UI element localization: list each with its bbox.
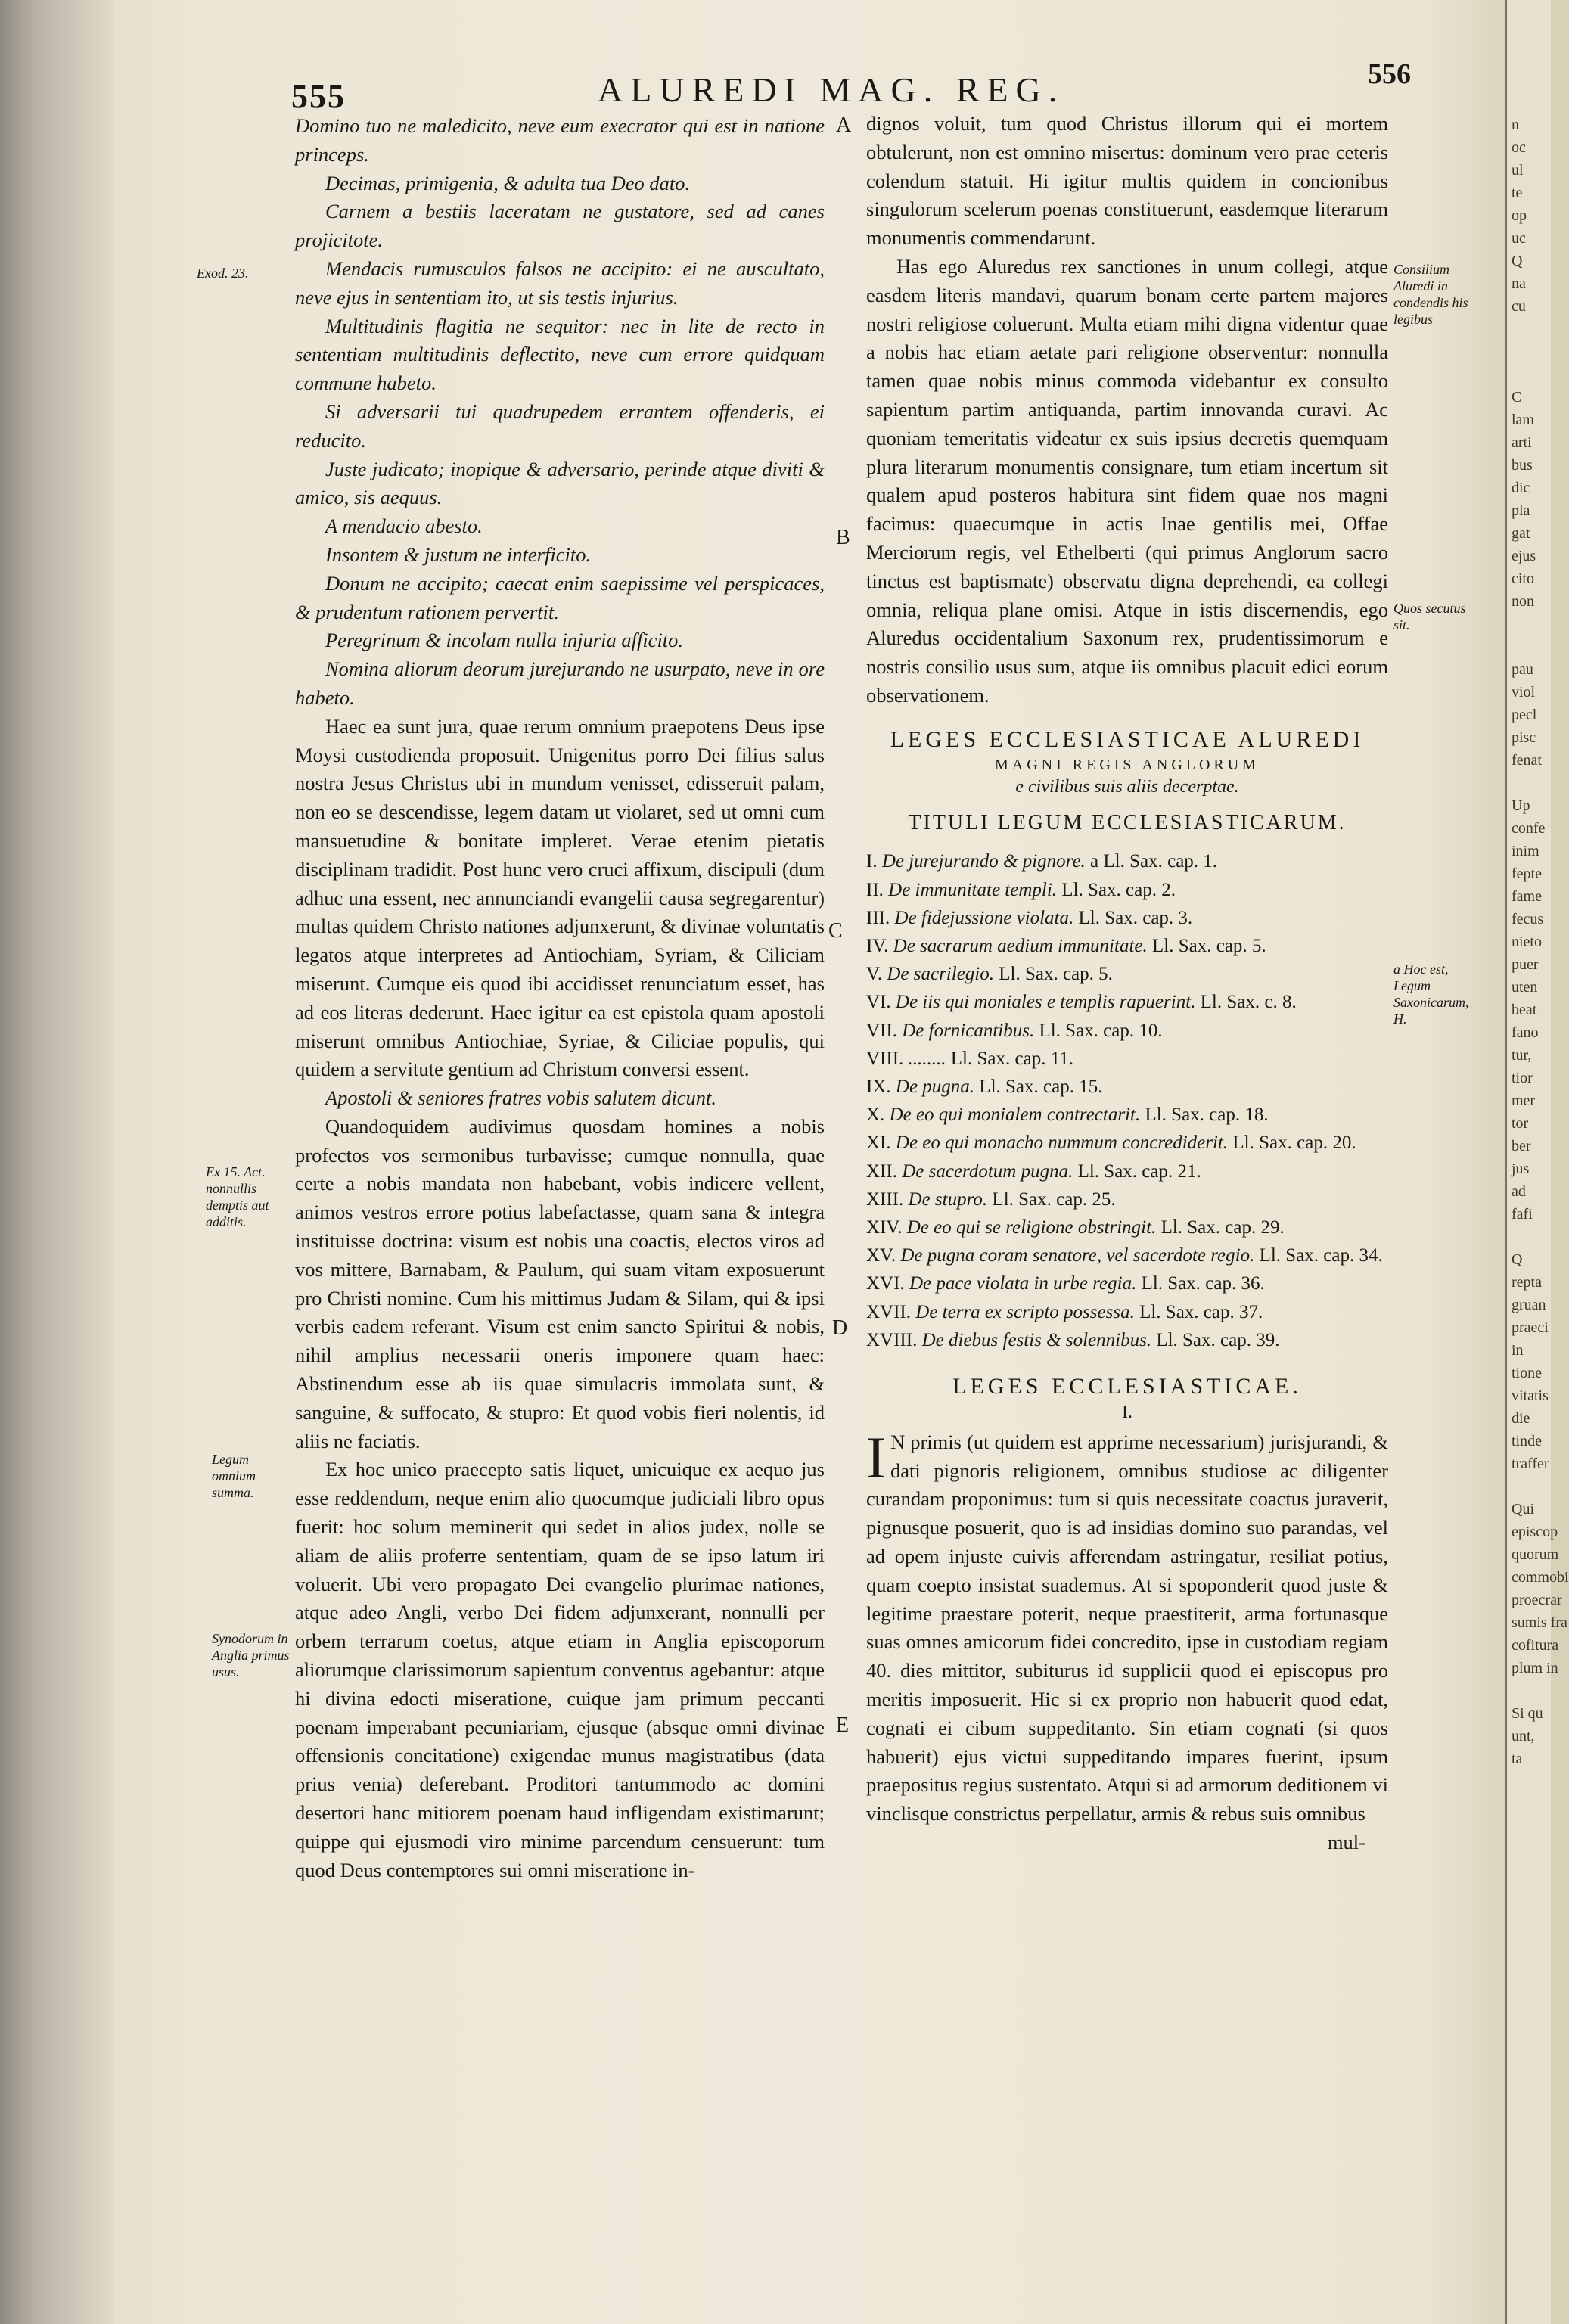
title-number: VII. [866,1020,897,1041]
edge-fragment: ta [1512,1751,1523,1767]
title-number: XIV. [866,1216,903,1238]
title-reference: Ll. Sax. cap. 37. [1139,1301,1263,1322]
title-reference: Ll. Sax. cap. 21. [1077,1160,1201,1182]
title-reference: Ll. Sax. cap. 34. [1259,1245,1383,1266]
title-text: De terra ex scripto possessa. [915,1301,1135,1322]
title-number: IV. [866,935,889,956]
left-paragraph: Peregrinum & incolam nulla injuria afficito. [325,629,684,652]
tituli-heading: TITULI LEGUM ECCLESIASTICARUM. [908,810,1347,834]
title-reference: Ll. Sax. c. 8. [1200,992,1297,1013]
edge-fragment: tione [1512,1365,1542,1381]
left-paragraph: Nomina aliorum deorum jurejurando ne usurpato, neve in ore habeto. [295,657,825,709]
first-law-paragraph: N primis (ut quidem est apprime necessarium) jurisjurandi, & dati pignoris religionem, omnibus studiose ac diligenter curandam proponimus: tum si quis necessitate coactus juraverit, pignusque posuerit, quo is ad insidias domino suo parandas, vel ad opem injuste cuivis afferendam astringatur, resiliat potius, quam coepto insistat suademus. At si spoponderit quod juste & legitime praestare poterit, neque praestiterit, arma fortunasque suas omnes amicorum fidei concredito, ipse in custodiam regiam 40. dies mittitor, subiturus id supplicii quod ei episcopus pro meritis imposuerit. Hic si ex proprio non habuerit quod edat, cognati ei cibum suppeditanto. Sin etiam cognati (si quos habuerit) ejus victui suppeditando impares fuerint, ipsum praepositus regius sustentato. Atqui si ad armorum deditionem vi vinclisque constrictus perpellatur, armis & rebus suis omnibus [866,1430,1388,1825]
edge-fragment: op [1512,207,1527,224]
edge-fragment: cofitura [1512,1637,1559,1654]
edge-fragment: dic [1512,480,1530,496]
section-letter-a: A [836,113,852,137]
title-text: De jurejurando & pignore. [881,851,1086,872]
title-text: De diebus festis & solennibus. [921,1329,1152,1350]
title-reference: Ll. Sax. cap. 15. [979,1076,1103,1097]
margin-note-acts: Ex 15. Act. nonnullis demptis aut additis. [206,1164,269,1229]
title-text: De pace violata in urbe regia. [909,1273,1137,1294]
title-entry [866,1073,1388,1101]
leges-ecclesiasticae-heading: LEGES ECCLESIASTICAE ALUREDI [890,726,1365,752]
running-head: ALUREDI MAG. REG. [598,70,1065,109]
adjacent-page-edge [1505,0,1569,2324]
edge-fragment: repta [1512,1274,1542,1291]
right-opening-paragraph: dignos voluit, tum quod Christus illorum qui ei mortem obtulerunt, non est omnino misertus: dominum vero prae ceteris colendum statuit. Hi igitur multis quidem in concionibus singulorum scelerum poenas constituerunt, easdemque literarum monumentis commendarunt. [866,112,1388,250]
title-number: XVIII. [866,1329,918,1350]
leges-subheading-decerptae: e civilibus suis aliis decerptae. [1015,776,1239,797]
edge-fragment: fecus [1512,911,1544,927]
section-letter-e: E [836,1713,850,1737]
left-paragraph: Juste judicato; inopique & adversario, perinde atque diviti & amico, sis aequus. [295,457,825,509]
leges-subheading-rex: MAGNI REGIS ANGLORUM [994,756,1260,773]
title-number: III. [866,907,890,928]
catchword: mul- [1327,1830,1365,1853]
title-number: XII. [866,1160,897,1182]
edge-fragment: quorum [1512,1546,1559,1563]
edge-fragment: lam [1512,412,1534,428]
title-reference: Ll. Sax. cap. 29. [1160,1216,1285,1238]
left-paragraph: A mendacio abesto. [325,514,483,538]
title-reference: Ll. Sax. cap. 36. [1141,1273,1265,1294]
title-text: De iis qui moniales e templis rapuerint. [895,992,1196,1013]
margin-note-quos-secutus: Quos secutus sit. [1393,601,1466,632]
title-entry [866,932,1388,960]
title-number: V. [866,964,883,985]
edge-fragment: beat [1512,1002,1537,1018]
title-entry [866,1129,1388,1157]
left-paragraph: Si adversarii tui quadrupedem errantem offenderis, ei reducito. [295,399,825,452]
title-reference: Ll. Sax. cap. 3. [1078,907,1193,928]
edge-fragment: Si qu [1512,1705,1543,1722]
edge-fragment: arti [1512,434,1532,451]
drop-capital: I [866,1424,886,1490]
left-paragraph: Insontem & justum ne interficito. [325,542,592,566]
right-text-column [866,110,1388,1857]
edge-fragment: Q [1512,1251,1523,1268]
edge-fragment [1507,1226,1551,1248]
edge-fragment: na [1512,275,1526,292]
left-text-column [295,112,825,1884]
edge-fragment: n [1512,117,1519,133]
edge-fragment: bus [1512,457,1533,474]
edge-fragment: pla [1512,502,1530,519]
left-page-number: 555 [291,78,346,115]
edge-fragment: tior [1512,1070,1533,1086]
title-entry [866,1241,1388,1269]
edge-fragment: pisc [1512,729,1536,746]
title-reference: Ll. Sax. cap. 10. [1039,1020,1163,1041]
edge-fragment: confe [1512,820,1546,837]
right-page-number: 556 [1368,58,1411,90]
title-entry [866,1185,1388,1213]
title-text: De eo qui monialem contrectarit. [889,1105,1141,1126]
edge-fragment: plum in [1512,1660,1558,1676]
edge-fragment [1507,1679,1551,1702]
left-paragraph: Mendacis rumusculos falsos ne accipito: ei ne auscultato, neve ejus in sententiam ito, ut sis testis injurius. [295,256,825,309]
title-entry [866,1157,1388,1185]
edge-fragment: tinde [1512,1433,1542,1449]
title-text: ........ [908,1048,946,1069]
left-paragraph: Haec ea sunt jura, quae rerum omnium praepotens Deus ipse Moysi custodienda proposuit. Unigenitus porro Dei filius salus nostra Jesus Christus ubi in mundum venisset, edisseruit palam, non eo se descendisse, legem datam ut violaret, sed ut omni cum mansuetudine & bonitate impleret. Verae etenim pietatis disciplinam tradidit. Post hunc vero cruci affixum, discipuli (dum adhuc una essent, nec annunciandi evangelii causa segregarentur) multas quidem Christo nationes adjunxerunt, & divinae voluntatis legatos atque interpretes ad Antiochiam, Syriam, & Ciliciam miserunt. Cumque eis quod ibi accidisset renunciatum esset, has ad eos literas dederunt. Haec igitur ea est epistola quam apostoli miserunt omnibus Antiochiae, Syriae, & Ciliciae populis, qui quidem a servitute gentium ad Christum conversi essent. [295,714,825,1081]
title-text: De sacerdotum pugna. [902,1160,1073,1182]
edge-fragment: cu [1512,298,1526,315]
aluredus-preface-paragraph: Has ego Aluredus rex sanctiones in unum collegi, atque easdem literis mandavi, quarum bonam certe partem majores nostri religiose coluerunt. Multa etiam mihi digna videntur quae a nobis hac etiam aetate pari religione observentur: nonnulla tamen quae nobis minus commoda videbantur ex consulto sapientum partim antiquanda, partim innovanda curavi. Ac quoniam temeritatis videatur ex suis ipsius decretis quemquam plura literarum monumentis consignare, tum etiam incertum sit qualem apud posteros habitura sint fidem quae nos magni facimus: quaecumque in actis Inae gentilis mei, Offae Merciorum regis, vel Ethelberti (qui primus Anglorum sacro tinctus est baptismate) observatu digna deprehendi, ea collegi omnia, reliqua plane omisi. Atque in istis discernendis, ego Aluredus occidentalium Saxonum rex, prudentissimorum e nostris consilio usus sum, atque iis omnibus placuit edici eorum observationem. [866,254,1388,707]
edge-fragment: inim [1512,843,1539,859]
title-number: VIII. [866,1048,904,1069]
edge-fragment [1507,772,1551,794]
edge-fragment: non [1512,593,1534,610]
edge-fragment: unt, [1512,1728,1535,1745]
left-paragraph: Decimas, primigenia, & adulta tua Deo dato. [325,171,691,194]
edge-fragment: tor [1512,1115,1529,1132]
title-reference: Ll. Sax. cap. 5. [1152,935,1266,956]
title-number: IX. [866,1076,891,1097]
title-entry [866,904,1388,932]
title-reference: Ll. Sax. cap. 2. [1061,879,1176,900]
edge-fragment: proecrar [1512,1592,1562,1608]
edge-fragment: Qui [1512,1501,1534,1518]
left-paragraph: Donum ne accipito; caecat enim saepissime vel perspicaces, & prudentum rationem pervertit. [295,571,825,623]
titles-list [866,847,1388,1354]
title-number: XVI. [866,1273,905,1294]
section-letter-c: C [828,919,843,943]
edge-fragment: uc [1512,230,1526,247]
book-page-stack-edge [0,0,121,2324]
edge-fragment: oc [1512,139,1526,156]
left-paragraph: Apostoli & seniores fratres vobis salutem dicunt. [325,1086,716,1110]
title-text: De sacrarum aedium immunitate. [893,935,1148,956]
left-paragraph: Ex hoc unico praecepto satis liquet, unicuique ex aequo jus esse reddendum, neque enim alio quocumque judiciali libro opus fuerit: hoc solum meminerit qui sedet in alios judex, nolle se aliam de aliis proferre sententiam, quam de se ipso latum iri voluerit. Ubi vero propagato Dei evangelio plurimae nationes, atque adeo Angli, verbo Dei fidem adjunxerant, nonnulli per orbem terrarum coetus, atque etiam in Anglia episcoporum aliorumque clarissimorum sapientum conventus agebantur: atque hi divina edocti miseratione, cuique jam primum peccanti poenam imperabant pecuniariam, ejusque (absque omni divinae offensionis concitatione) exigendae munus magistratibus (data prius venia) deferebant. Proditori tantummodo ac domini desertori hanc mitiorem poenam haud infligendam existimarunt; quippe qui ejusmodi viro minime parcendum censuerunt: tum quod Deus contemptores sui omni miseratione in- [295,1458,825,1881]
title-text: De fornicantibus. [902,1020,1035,1041]
title-entry [866,1269,1388,1297]
title-entry [866,1213,1388,1241]
margin-note-exodus: Exod. 23. [197,266,249,281]
title-entry [866,988,1388,1016]
edge-fragment: fame [1512,888,1542,905]
title-text: De fidejussione violata. [894,907,1074,928]
title-number: XIII. [866,1188,904,1210]
edge-fragment: ul [1512,162,1524,179]
margin-note-synodorum: Synodorum in Anglia primus usus. [212,1631,290,1679]
edge-fragment: viol [1512,684,1536,701]
edge-fragment: gat [1512,525,1530,542]
title-entry [866,1298,1388,1326]
edge-fragment [1507,318,1551,340]
title-reference: a Ll. Sax. cap. 1. [1090,851,1218,872]
edge-fragment: ejus [1512,548,1536,564]
title-entry [866,1101,1388,1129]
title-text: De eo qui monacho nummum concrediderit. [895,1132,1229,1154]
edge-fragment: traffer [1512,1456,1549,1472]
edge-fragment: pecl [1512,707,1537,723]
edge-fragment: fepte [1512,865,1542,882]
edge-fragment: jus [1512,1160,1530,1177]
edge-fragment [1507,1475,1551,1498]
leges-ecclesiasticae-section-heading: LEGES ECCLESIASTICAE. [952,1373,1302,1399]
edge-fragment: ad [1512,1183,1526,1200]
title-number: I. [866,851,878,872]
title-number: VI. [866,992,891,1013]
title-number: XV. [866,1245,896,1266]
edge-fragment: gruan [1512,1297,1546,1313]
left-paragraph: Quandoquidem audivimus quosdam homines a nobis profectos vos sermonibus turbavisse; cumque nonnulla, quae certe a nobis mandata non habebant, vobis indicere vellent, animos vestros errore potius labefactasse, quam sana & integra instituisse doctrina: visum est nobis una coactis, electos viros ad vos mittere, Barnabam, & Paulum, qui suam vitam exposuerunt pro Christi nomine. Cum his mittimus Judam & Silam, qui & ipsi verbis eadem referant. Visum est enim sancto Spiritui & nobis, nihil amplius necessarii oneris imponere quam haec: Abstinendum esse ab iis quae simulacris immolata sunt, & sanguine, & suffocato, & stupro: Et quod vobis fieri nolentis, id aliis ne faciatis. [295,1114,825,1452]
edge-fragment: commobi [1512,1569,1569,1586]
title-entry [866,1045,1388,1073]
edge-fragment [1507,635,1551,658]
edge-fragment: fenat [1512,752,1542,769]
title-entry [866,960,1388,988]
title-reference: Ll. Sax. cap. 25. [992,1188,1116,1210]
edge-fragment: fafi [1512,1206,1533,1223]
edge-fragment: Q [1512,253,1523,269]
left-paragraph: Domino tuo ne maledicito, neve eum execrator qui est in natione princeps. [295,114,825,166]
title-text: De stupro. [908,1188,988,1210]
title-reference: Ll. Sax. cap. 11. [950,1048,1074,1069]
edge-fragment: sumis fra [1512,1614,1567,1631]
title-number: XVII. [866,1301,912,1322]
edge-fragment: in [1512,1342,1524,1359]
title-number: II. [866,879,884,900]
law-number: I. [1122,1402,1132,1422]
title-entry [866,876,1388,904]
title-text: De pugna coram senatore, vel sacerdote regio. [900,1245,1255,1266]
edge-fragment: pau [1512,661,1533,678]
title-text: De sacrilegio. [887,964,994,985]
margin-note-legum-saxonicarum: a Hoc est, Legum Saxonicarum, H. [1393,962,1469,1027]
edge-fragment: tur, [1512,1047,1532,1064]
left-paragraph: Multitudinis flagitia ne sequitor: nec in lite de recto in sententiam multitudinis deflectito, neve cum errore quidquam commune habeto. [295,314,825,395]
edge-fragment: episcop [1512,1524,1558,1540]
edge-fragment [1507,340,1551,363]
edge-fragment: vitatis [1512,1387,1549,1404]
title-reference: Ll. Sax. cap. 39. [1156,1329,1280,1350]
section-letter-b: B [836,526,850,549]
section-letter-d: D [832,1316,848,1340]
edge-fragment: praeci [1512,1319,1549,1336]
edge-fragment: mer [1512,1092,1536,1109]
edge-fragment: Up [1512,797,1530,814]
edge-fragment: puer [1512,956,1539,973]
title-number: XI. [866,1132,891,1154]
edge-fragment: cito [1512,570,1534,587]
margin-note-legum-summa: Legum omnium summa. [212,1452,256,1500]
edge-fragment: C [1512,389,1522,405]
title-reference: Ll. Sax. cap. 18. [1145,1105,1269,1126]
left-paragraph: Carnem a bestiis laceratam ne gustatore, sed ad canes projicitote. [295,200,825,252]
edge-fragment: die [1512,1410,1530,1427]
title-text: De immunitate templi. [888,879,1058,900]
title-reference: Ll. Sax. cap. 5. [999,964,1113,985]
title-entry [866,847,1388,875]
edge-fragment: ber [1512,1138,1531,1154]
title-text: De eo qui se religione obstringit. [906,1216,1157,1238]
edge-fragment: uten [1512,979,1538,996]
title-text: De pugna. [895,1076,975,1097]
edge-fragment: fano [1512,1024,1539,1041]
margin-note-consilium: Consilium Aluredi in condendis his legibus [1393,262,1468,327]
edge-fragment: nieto [1512,934,1542,950]
title-number: X. [866,1105,885,1126]
edge-fragment: te [1512,185,1523,201]
title-entry [866,1017,1388,1045]
edge-fragment [1507,613,1551,635]
title-reference: Ll. Sax. cap. 20. [1232,1132,1356,1154]
edge-fragment [1507,363,1551,386]
title-entry [866,1326,1388,1354]
